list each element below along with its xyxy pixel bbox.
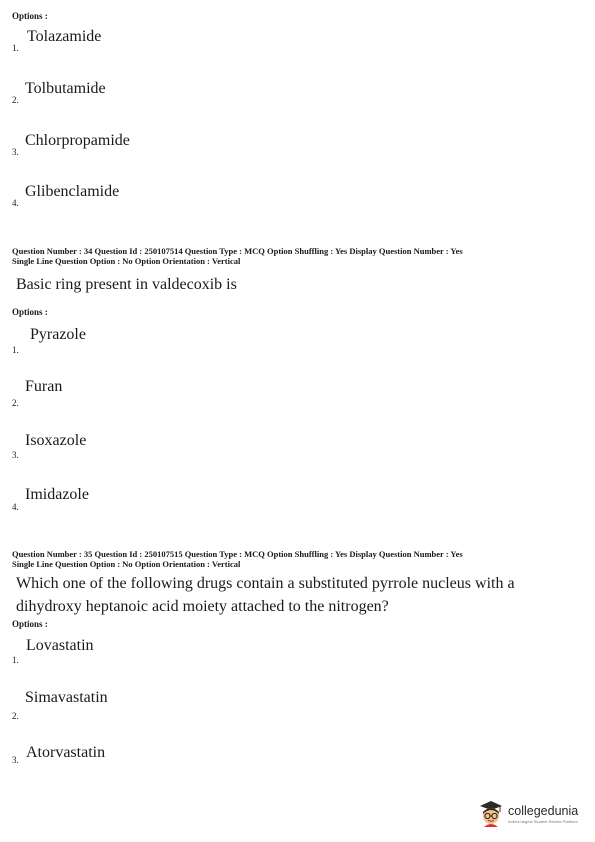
question-meta-line: Question Number : 35 Question Id : 250107515 Question Type : MCQ Option Shuffling : Yes Display Question Number : Yes: [12, 549, 463, 559]
option-number: 2.: [12, 95, 19, 105]
option-number: 1.: [12, 43, 19, 53]
option-text: Chlorpropamide: [25, 132, 130, 149]
options-label: Options :: [12, 619, 48, 629]
option-number: 4.: [12, 502, 19, 512]
question-text-line: dihydroxy heptanoic acid moiety attached to the nitrogen?: [16, 598, 389, 615]
option-number: 3.: [12, 755, 19, 765]
student-mascot-icon: [478, 800, 504, 828]
question-meta-line: Single Line Question Option : No Option Orientation : Vertical: [12, 559, 241, 569]
option-text: Tolazamide: [27, 28, 102, 45]
collegedunia-logo: [478, 800, 578, 828]
option-text: Imidazole: [25, 486, 89, 503]
option-text: Furan: [25, 378, 63, 395]
logo-wordmark: collegedunia: [508, 804, 579, 818]
question-text: [16, 572, 565, 618]
options-label: Options :: [12, 307, 48, 317]
option-number: 2.: [12, 398, 19, 408]
option-text: Lovastatin: [26, 637, 94, 654]
option-number: 4.: [12, 198, 19, 208]
option-text: Atorvastatin: [26, 744, 106, 761]
logo-tagline: India's largest Student Review Platform: [508, 819, 578, 824]
option-text: Isoxazole: [25, 432, 87, 449]
options-label: Options :: [12, 11, 48, 21]
question-text-line: Which one of the following drugs contain a substituted pyrrole nucleus with a: [16, 575, 515, 592]
option-number: 2.: [12, 711, 19, 721]
question-meta-line: Question Number : 34 Question Id : 250107514 Question Type : MCQ Option Shuffling : Yes Display Question Number : Yes: [12, 246, 463, 256]
question-meta: [12, 246, 463, 266]
question-meta-line: Single Line Question Option : No Option Orientation : Vertical: [12, 256, 241, 266]
question-text: Basic ring present in valdecoxib is: [16, 276, 237, 293]
option-number: 3.: [12, 450, 19, 460]
option-number: 1.: [12, 655, 19, 665]
option-number: 1.: [12, 345, 19, 355]
option-text: Pyrazole: [30, 326, 86, 343]
option-text: Simavastatin: [25, 689, 108, 706]
question-meta: [12, 549, 463, 569]
option-text: Glibenclamide: [25, 183, 120, 200]
option-text: Tolbutamide: [25, 80, 106, 97]
option-number: 3.: [12, 147, 19, 157]
